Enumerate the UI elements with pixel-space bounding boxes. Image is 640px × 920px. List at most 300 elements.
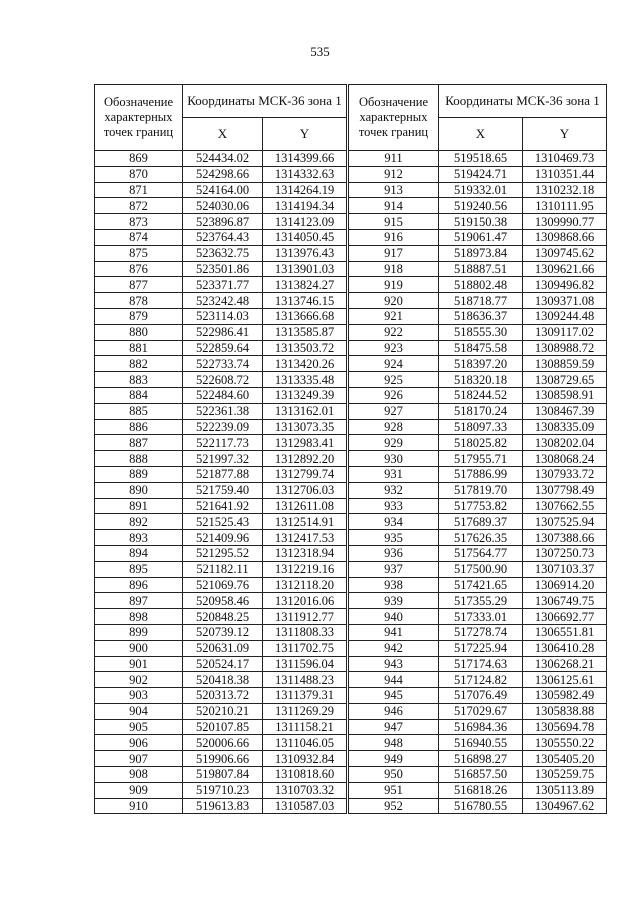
point-number-cell: 927 <box>349 403 439 419</box>
x-coordinate-cell: 518025.82 <box>439 435 523 451</box>
point-number-cell: 915 <box>349 214 439 230</box>
point-number-cell: 941 <box>349 624 439 640</box>
table-row <box>349 735 607 751</box>
table-row <box>95 782 347 798</box>
point-number-cell: 949 <box>349 751 439 767</box>
x-coordinate-cell: 522117.73 <box>183 435 263 451</box>
table-row <box>95 577 347 593</box>
y-coordinate-cell: 1310469.73 <box>523 151 607 167</box>
table-row <box>95 719 347 735</box>
point-number-cell: 900 <box>95 640 183 656</box>
y-coordinate-cell: 1310232.18 <box>523 182 607 198</box>
table-row <box>349 277 607 293</box>
header-y: Y <box>523 118 607 151</box>
point-number-cell: 911 <box>349 151 439 167</box>
table-row <box>349 798 607 814</box>
point-number-cell: 890 <box>95 482 183 498</box>
point-number-cell: 874 <box>95 229 183 245</box>
table-row <box>95 151 347 167</box>
x-coordinate-cell: 516857.50 <box>439 767 523 783</box>
y-coordinate-cell: 1313585.87 <box>263 324 347 340</box>
point-number-cell: 932 <box>349 482 439 498</box>
y-coordinate-cell: 1311158.21 <box>263 719 347 735</box>
x-coordinate-cell: 516818.26 <box>439 782 523 798</box>
y-coordinate-cell: 1306749.75 <box>523 593 607 609</box>
x-coordinate-cell: 520210.21 <box>183 703 263 719</box>
header-x: X <box>439 118 523 151</box>
x-coordinate-cell: 518973.84 <box>439 245 523 261</box>
x-coordinate-cell: 522484.60 <box>183 387 263 403</box>
y-coordinate-cell: 1313420.26 <box>263 356 347 372</box>
table-row <box>95 277 347 293</box>
point-number-cell: 869 <box>95 151 183 167</box>
y-coordinate-cell: 1307103.37 <box>523 561 607 577</box>
table-row <box>349 387 607 403</box>
y-coordinate-cell: 1313976.43 <box>263 245 347 261</box>
point-number-cell: 888 <box>95 451 183 467</box>
point-number-cell: 937 <box>349 561 439 577</box>
table-row <box>95 435 347 451</box>
table-row <box>95 293 347 309</box>
table-row <box>349 372 607 388</box>
table-row <box>95 356 347 372</box>
table-row <box>95 767 347 783</box>
y-coordinate-cell: 1314050.45 <box>263 229 347 245</box>
y-coordinate-cell: 1311046.05 <box>263 735 347 751</box>
table-row <box>95 229 347 245</box>
table-row <box>95 419 347 435</box>
x-coordinate-cell: 519332.01 <box>439 182 523 198</box>
y-coordinate-cell: 1310111.95 <box>523 198 607 214</box>
table-row <box>95 245 347 261</box>
point-number-cell: 945 <box>349 688 439 704</box>
y-coordinate-cell: 1310818.60 <box>263 767 347 783</box>
header-point-label: Обозначение характерных точек границ <box>95 85 183 151</box>
y-coordinate-cell: 1309117.02 <box>523 324 607 340</box>
x-coordinate-cell: 518097.33 <box>439 419 523 435</box>
point-number-cell: 923 <box>349 340 439 356</box>
x-coordinate-cell: 519710.23 <box>183 782 263 798</box>
y-coordinate-cell: 1306268.21 <box>523 656 607 672</box>
y-coordinate-cell: 1306914.20 <box>523 577 607 593</box>
x-coordinate-cell: 516940.55 <box>439 735 523 751</box>
y-coordinate-cell: 1307933.72 <box>523 466 607 482</box>
x-coordinate-cell: 518802.48 <box>439 277 523 293</box>
y-coordinate-cell: 1314399.66 <box>263 151 347 167</box>
x-coordinate-cell: 517689.37 <box>439 514 523 530</box>
x-coordinate-cell: 519061.47 <box>439 229 523 245</box>
table-row <box>95 387 347 403</box>
x-coordinate-cell: 518555.30 <box>439 324 523 340</box>
point-number-cell: 922 <box>349 324 439 340</box>
x-coordinate-cell: 519240.56 <box>439 198 523 214</box>
point-number-cell: 871 <box>95 182 183 198</box>
y-coordinate-cell: 1309244.48 <box>523 308 607 324</box>
x-coordinate-cell: 517124.82 <box>439 672 523 688</box>
y-coordinate-cell: 1305405.20 <box>523 751 607 767</box>
header-coordinates: Координаты МСК-36 зона 1 <box>183 85 347 118</box>
point-number-cell: 879 <box>95 308 183 324</box>
y-coordinate-cell: 1311808.33 <box>263 624 347 640</box>
table-row <box>349 308 607 324</box>
table-row <box>349 419 607 435</box>
point-number-cell: 930 <box>349 451 439 467</box>
y-coordinate-cell: 1308988.72 <box>523 340 607 356</box>
table-row <box>95 261 347 277</box>
table-row <box>95 640 347 656</box>
point-number-cell: 891 <box>95 498 183 514</box>
table-row <box>95 340 347 356</box>
point-number-cell: 889 <box>95 466 183 482</box>
x-coordinate-cell: 523501.86 <box>183 261 263 277</box>
table-row <box>349 293 607 309</box>
x-coordinate-cell: 517029.67 <box>439 703 523 719</box>
x-coordinate-cell: 517564.77 <box>439 545 523 561</box>
x-coordinate-cell: 517819.70 <box>439 482 523 498</box>
table-row <box>349 166 607 182</box>
x-coordinate-cell: 521409.96 <box>183 530 263 546</box>
table-row <box>349 261 607 277</box>
x-coordinate-cell: 520418.38 <box>183 672 263 688</box>
point-number-cell: 902 <box>95 672 183 688</box>
table-row <box>349 340 607 356</box>
point-number-cell: 882 <box>95 356 183 372</box>
x-coordinate-cell: 518397.20 <box>439 356 523 372</box>
y-coordinate-cell: 1314194.34 <box>263 198 347 214</box>
x-coordinate-cell: 523242.48 <box>183 293 263 309</box>
x-coordinate-cell: 521877.88 <box>183 466 263 482</box>
y-coordinate-cell: 1312118.20 <box>263 577 347 593</box>
point-number-cell: 876 <box>95 261 183 277</box>
y-coordinate-cell: 1307662.55 <box>523 498 607 514</box>
table-row <box>349 451 607 467</box>
y-coordinate-cell: 1306692.77 <box>523 609 607 625</box>
y-coordinate-cell: 1313073.35 <box>263 419 347 435</box>
y-coordinate-cell: 1312219.16 <box>263 561 347 577</box>
y-coordinate-cell: 1309371.08 <box>523 293 607 309</box>
table-row <box>95 688 347 704</box>
point-number-cell: 875 <box>95 245 183 261</box>
y-coordinate-cell: 1312611.08 <box>263 498 347 514</box>
table-row <box>349 356 607 372</box>
point-number-cell: 931 <box>349 466 439 482</box>
y-coordinate-cell: 1308467.39 <box>523 403 607 419</box>
point-number-cell: 894 <box>95 545 183 561</box>
point-number-cell: 948 <box>349 735 439 751</box>
y-coordinate-cell: 1312318.94 <box>263 545 347 561</box>
x-coordinate-cell: 517753.82 <box>439 498 523 514</box>
point-number-cell: 870 <box>95 166 183 182</box>
point-number-cell: 892 <box>95 514 183 530</box>
x-coordinate-cell: 523632.75 <box>183 245 263 261</box>
point-number-cell: 916 <box>349 229 439 245</box>
table-row <box>95 498 347 514</box>
table-row <box>95 372 347 388</box>
x-coordinate-cell: 520739.12 <box>183 624 263 640</box>
table-row <box>95 514 347 530</box>
table-row <box>349 514 607 530</box>
point-number-cell: 886 <box>95 419 183 435</box>
table-row <box>95 324 347 340</box>
x-coordinate-cell: 520107.85 <box>183 719 263 735</box>
x-coordinate-cell: 521295.52 <box>183 545 263 561</box>
coordinates-table-right <box>348 84 607 814</box>
point-number-cell: 928 <box>349 419 439 435</box>
point-number-cell: 878 <box>95 293 183 309</box>
y-coordinate-cell: 1306551.81 <box>523 624 607 640</box>
table-row <box>349 640 607 656</box>
y-coordinate-cell: 1309745.62 <box>523 245 607 261</box>
x-coordinate-cell: 519613.83 <box>183 798 263 814</box>
table-row <box>95 593 347 609</box>
y-coordinate-cell: 1309621.66 <box>523 261 607 277</box>
table-row <box>95 798 347 814</box>
y-coordinate-cell: 1305694.78 <box>523 719 607 735</box>
table-row <box>349 577 607 593</box>
y-coordinate-cell: 1310703.32 <box>263 782 347 798</box>
x-coordinate-cell: 521525.43 <box>183 514 263 530</box>
table-row <box>349 719 607 735</box>
point-number-cell: 920 <box>349 293 439 309</box>
table-row <box>349 593 607 609</box>
x-coordinate-cell: 518475.58 <box>439 340 523 356</box>
x-coordinate-cell: 520848.25 <box>183 609 263 625</box>
y-coordinate-cell: 1310932.84 <box>263 751 347 767</box>
table-body-left <box>95 151 347 814</box>
table-row <box>95 672 347 688</box>
x-coordinate-cell: 518636.37 <box>439 308 523 324</box>
point-number-cell: 906 <box>95 735 183 751</box>
table-row <box>95 308 347 324</box>
point-number-cell: 944 <box>349 672 439 688</box>
x-coordinate-cell: 519518.65 <box>439 151 523 167</box>
x-coordinate-cell: 523371.77 <box>183 277 263 293</box>
x-coordinate-cell: 524434.02 <box>183 151 263 167</box>
y-coordinate-cell: 1306125.61 <box>523 672 607 688</box>
table-row <box>95 624 347 640</box>
point-number-cell: 934 <box>349 514 439 530</box>
table-row <box>349 545 607 561</box>
table-row <box>95 466 347 482</box>
x-coordinate-cell: 517421.65 <box>439 577 523 593</box>
x-coordinate-cell: 517955.71 <box>439 451 523 467</box>
x-coordinate-cell: 522361.38 <box>183 403 263 419</box>
y-coordinate-cell: 1305113.89 <box>523 782 607 798</box>
x-coordinate-cell: 519807.84 <box>183 767 263 783</box>
table-row <box>349 782 607 798</box>
y-coordinate-cell: 1307525.94 <box>523 514 607 530</box>
y-coordinate-cell: 1308202.04 <box>523 435 607 451</box>
point-number-cell: 919 <box>349 277 439 293</box>
table-row <box>349 466 607 482</box>
y-coordinate-cell: 1313901.03 <box>263 261 347 277</box>
x-coordinate-cell: 523114.03 <box>183 308 263 324</box>
y-coordinate-cell: 1312706.03 <box>263 482 347 498</box>
y-coordinate-cell: 1313335.48 <box>263 372 347 388</box>
point-number-cell: 887 <box>95 435 183 451</box>
point-number-cell: 893 <box>95 530 183 546</box>
point-number-cell: 939 <box>349 593 439 609</box>
point-number-cell: 924 <box>349 356 439 372</box>
y-coordinate-cell: 1311912.77 <box>263 609 347 625</box>
x-coordinate-cell: 522859.64 <box>183 340 263 356</box>
y-coordinate-cell: 1313666.68 <box>263 308 347 324</box>
point-number-cell: 918 <box>349 261 439 277</box>
y-coordinate-cell: 1308335.09 <box>523 419 607 435</box>
point-number-cell: 947 <box>349 719 439 735</box>
table-row <box>95 482 347 498</box>
table-row <box>95 403 347 419</box>
point-number-cell: 896 <box>95 577 183 593</box>
y-coordinate-cell: 1306410.28 <box>523 640 607 656</box>
table-row <box>349 751 607 767</box>
y-coordinate-cell: 1311269.29 <box>263 703 347 719</box>
table-row <box>349 214 607 230</box>
x-coordinate-cell: 517225.94 <box>439 640 523 656</box>
x-coordinate-cell: 520313.72 <box>183 688 263 704</box>
y-coordinate-cell: 1310587.03 <box>263 798 347 814</box>
table-row <box>95 451 347 467</box>
point-number-cell: 873 <box>95 214 183 230</box>
y-coordinate-cell: 1308598.91 <box>523 387 607 403</box>
table-row <box>95 561 347 577</box>
x-coordinate-cell: 521069.76 <box>183 577 263 593</box>
table-row <box>95 214 347 230</box>
table-row <box>95 530 347 546</box>
point-number-cell: 910 <box>95 798 183 814</box>
point-number-cell: 942 <box>349 640 439 656</box>
table-row <box>95 609 347 625</box>
table-row <box>349 767 607 783</box>
point-number-cell: 904 <box>95 703 183 719</box>
point-number-cell: 872 <box>95 198 183 214</box>
point-number-cell: 926 <box>349 387 439 403</box>
table-row <box>349 498 607 514</box>
x-coordinate-cell: 517278.74 <box>439 624 523 640</box>
x-coordinate-cell: 520006.66 <box>183 735 263 751</box>
y-coordinate-cell: 1305838.88 <box>523 703 607 719</box>
y-coordinate-cell: 1309990.77 <box>523 214 607 230</box>
y-coordinate-cell: 1309868.66 <box>523 229 607 245</box>
y-coordinate-cell: 1312892.20 <box>263 451 347 467</box>
point-number-cell: 880 <box>95 324 183 340</box>
table-row <box>349 530 607 546</box>
table-row <box>95 703 347 719</box>
y-coordinate-cell: 1309496.82 <box>523 277 607 293</box>
x-coordinate-cell: 518887.51 <box>439 261 523 277</box>
point-number-cell: 884 <box>95 387 183 403</box>
y-coordinate-cell: 1307388.66 <box>523 530 607 546</box>
x-coordinate-cell: 522608.72 <box>183 372 263 388</box>
y-coordinate-cell: 1312514.91 <box>263 514 347 530</box>
table-row <box>349 561 607 577</box>
y-coordinate-cell: 1311596.04 <box>263 656 347 672</box>
point-number-cell: 881 <box>95 340 183 356</box>
y-coordinate-cell: 1307798.49 <box>523 482 607 498</box>
x-coordinate-cell: 516780.55 <box>439 798 523 814</box>
table-row <box>349 198 607 214</box>
point-number-cell: 946 <box>349 703 439 719</box>
point-number-cell: 943 <box>349 656 439 672</box>
point-number-cell: 883 <box>95 372 183 388</box>
page-number: 535 <box>310 44 330 59</box>
x-coordinate-cell: 524030.06 <box>183 198 263 214</box>
x-coordinate-cell: 522239.09 <box>183 419 263 435</box>
table-row <box>349 656 607 672</box>
point-number-cell: 929 <box>349 435 439 451</box>
y-coordinate-cell: 1312799.74 <box>263 466 347 482</box>
y-coordinate-cell: 1313162.01 <box>263 403 347 419</box>
y-coordinate-cell: 1313824.27 <box>263 277 347 293</box>
x-coordinate-cell: 521182.11 <box>183 561 263 577</box>
y-coordinate-cell: 1307250.73 <box>523 545 607 561</box>
point-number-cell: 907 <box>95 751 183 767</box>
x-coordinate-cell: 522733.74 <box>183 356 263 372</box>
point-number-cell: 909 <box>95 782 183 798</box>
x-coordinate-cell: 519424.71 <box>439 166 523 182</box>
table-row <box>349 624 607 640</box>
y-coordinate-cell: 1314123.09 <box>263 214 347 230</box>
x-coordinate-cell: 516898.27 <box>439 751 523 767</box>
point-number-cell: 936 <box>349 545 439 561</box>
point-number-cell: 899 <box>95 624 183 640</box>
x-coordinate-cell: 522986.41 <box>183 324 263 340</box>
y-coordinate-cell: 1310351.44 <box>523 166 607 182</box>
y-coordinate-cell: 1312983.41 <box>263 435 347 451</box>
x-coordinate-cell: 517076.49 <box>439 688 523 704</box>
x-coordinate-cell: 523896.87 <box>183 214 263 230</box>
x-coordinate-cell: 520631.09 <box>183 640 263 656</box>
table-row <box>95 182 347 198</box>
point-number-cell: 885 <box>95 403 183 419</box>
x-coordinate-cell: 520524.17 <box>183 656 263 672</box>
point-number-cell: 935 <box>349 530 439 546</box>
x-coordinate-cell: 518244.52 <box>439 387 523 403</box>
y-coordinate-cell: 1308859.59 <box>523 356 607 372</box>
y-coordinate-cell: 1305982.49 <box>523 688 607 704</box>
point-number-cell: 913 <box>349 182 439 198</box>
x-coordinate-cell: 518320.18 <box>439 372 523 388</box>
point-number-cell: 951 <box>349 782 439 798</box>
table-row <box>349 324 607 340</box>
x-coordinate-cell: 519150.38 <box>439 214 523 230</box>
header-coordinates: Координаты МСК-36 зона 1 <box>439 85 607 118</box>
table-row <box>95 545 347 561</box>
x-coordinate-cell: 517174.63 <box>439 656 523 672</box>
x-coordinate-cell: 517500.90 <box>439 561 523 577</box>
point-number-cell: 940 <box>349 609 439 625</box>
point-number-cell: 921 <box>349 308 439 324</box>
table-body-right <box>349 151 607 814</box>
y-coordinate-cell: 1308068.24 <box>523 451 607 467</box>
point-number-cell: 933 <box>349 498 439 514</box>
table-row <box>349 482 607 498</box>
y-coordinate-cell: 1304967.62 <box>523 798 607 814</box>
x-coordinate-cell: 517886.99 <box>439 466 523 482</box>
table-row <box>95 751 347 767</box>
point-number-cell: 908 <box>95 767 183 783</box>
y-coordinate-cell: 1313746.15 <box>263 293 347 309</box>
x-coordinate-cell: 518170.24 <box>439 403 523 419</box>
table-row <box>95 735 347 751</box>
table-row <box>95 198 347 214</box>
table-row <box>349 672 607 688</box>
point-number-cell: 903 <box>95 688 183 704</box>
x-coordinate-cell: 517333.01 <box>439 609 523 625</box>
table-row <box>95 656 347 672</box>
table-row <box>349 245 607 261</box>
point-number-cell: 898 <box>95 609 183 625</box>
